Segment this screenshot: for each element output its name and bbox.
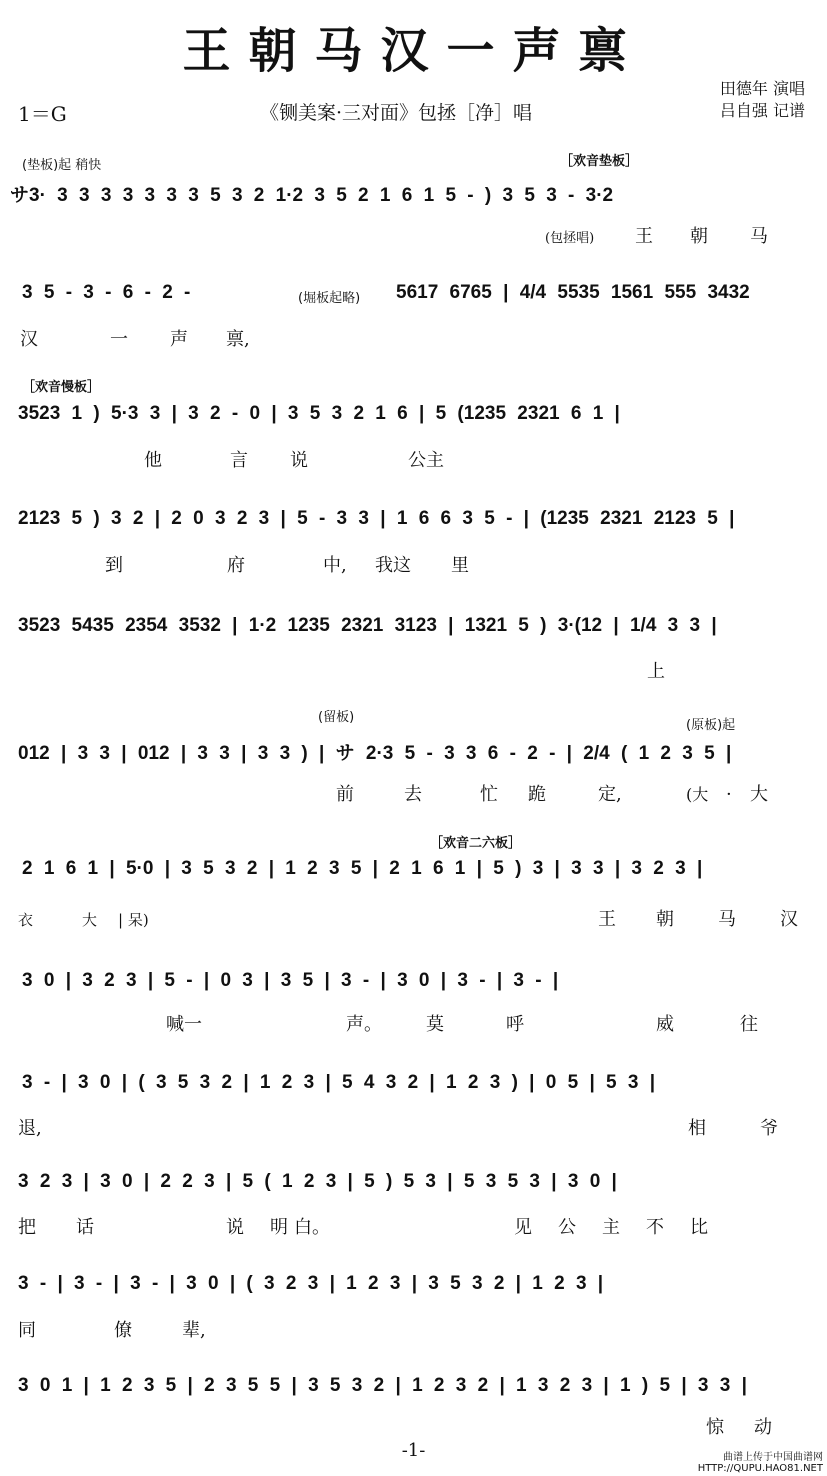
- lyric: 僚: [114, 1320, 132, 1341]
- lyric: 言: [230, 450, 248, 471]
- lyric: 明: [270, 1217, 288, 1238]
- lyric: 威: [656, 1014, 674, 1035]
- notation-line: 3 - | 3 - | 3 - | 3 0 | ( 3 2 3 | 1 2 3 | 3 5 3 2 | 1 2 3 |: [18, 1273, 604, 1294]
- lyric: 声。: [346, 1014, 382, 1035]
- lyric-line: [706, 1413, 772, 1439]
- section-marking: ［欢音二六板］: [430, 836, 522, 851]
- lyric: 前: [336, 784, 354, 805]
- lyric: 朝: [690, 226, 708, 247]
- notation-line: 3 - | 3 0 | ( 3 5 3 2 | 1 2 3 | 5 4 3 2 | 1 2 3 ) | 0 5 | 5 3 |: [22, 1072, 656, 1093]
- lyric: 呼: [506, 1014, 524, 1035]
- section-marking: ［欢音慢板］: [22, 380, 101, 395]
- lyric: 说: [226, 1217, 244, 1238]
- performer-credit: 田德年 演唱: [719, 79, 805, 98]
- lyric: 主: [602, 1217, 620, 1238]
- lyric: 公: [558, 1217, 576, 1238]
- tempo-marking: (留板): [318, 710, 355, 725]
- notation-line: 3523 1 ) 5·3 3 | 3 2 - 0 | 3 5 3 2 1 6 | 5 (1235 2321 6 1 |: [18, 403, 620, 424]
- notation-line: 5617 6765 | 4/4 5535 1561 555 3432: [396, 282, 750, 303]
- notation-line: 3 2 3 | 3 0 | 2 2 3 | 5 ( 1 2 3 | 5 ) 5 3 | 5 3 5 3 | 3 0 |: [18, 1171, 617, 1192]
- lyric-line: [545, 222, 768, 248]
- watermark: [698, 1452, 823, 1474]
- lyric: 白。: [294, 1217, 330, 1238]
- lyric: 一: [110, 329, 128, 350]
- page-number: -1-: [401, 1440, 426, 1461]
- lyric-line: [105, 551, 469, 577]
- lyric: 禀,: [226, 329, 250, 350]
- watermark-text: 曲谱上传于中国曲谱网: [723, 1452, 823, 1463]
- credits: [720, 78, 805, 122]
- lyric-line: [18, 1114, 778, 1140]
- notation-line: 2123 5 ) 3 2 | 2 0 3 2 3 | 5 - 3 3 | 1 6 6 3 5 - | (1235 2321 2123 5 |: [18, 508, 735, 529]
- notation-line: 3 5 - 3 - 6 - 2 -: [22, 282, 191, 303]
- score-subtitle: 《铡美案·三对面》包拯［净］唱: [260, 102, 533, 124]
- lyric-line: [18, 1316, 206, 1342]
- notation-line: 3 0 1 | 1 2 3 5 | 2 3 5 5 | 3 5 3 2 | 1 2 3 2 | 1 3 2 3 | 1 ) 5 | 3 3 |: [18, 1375, 747, 1396]
- tempo-marking: (垫板)起 稍快: [22, 158, 102, 173]
- lyric: 到: [105, 555, 123, 576]
- lyric: 公主: [408, 450, 444, 471]
- lyric-line: [647, 657, 665, 683]
- lyric: 汉: [20, 329, 38, 350]
- tempo-marking: (原板)起: [686, 718, 736, 733]
- lyric: 把: [18, 1217, 36, 1238]
- tempo-marking: (堀板起略): [298, 291, 361, 306]
- lyric-line: [18, 1213, 708, 1239]
- lyric: 喊一: [166, 1014, 202, 1035]
- lyric: 不: [646, 1217, 664, 1238]
- lyric: 比: [690, 1217, 708, 1238]
- watermark-url: HTTP://QUPU.HAO81.NET: [697, 1463, 823, 1474]
- lyric: 退,: [18, 1118, 42, 1139]
- key-signature: 1＝G: [18, 102, 67, 126]
- notation-line: サ3· 3 3 3 3 3 3 3 5 3 2 1·2 3 5 2 1 6 1 5 - ) 3 5 3 - 3·2: [10, 185, 614, 206]
- lyric: 府: [227, 555, 245, 576]
- lyric: 莫: [426, 1014, 444, 1035]
- lyric: 他: [144, 450, 162, 471]
- lyric-line: [20, 325, 250, 351]
- lyric: 大: [750, 784, 768, 805]
- lyric: (包拯唱): [545, 231, 595, 246]
- lyric: 忙: [480, 784, 498, 805]
- lyric: 上: [647, 661, 665, 682]
- lyric: 我这: [375, 555, 411, 576]
- lyric: 马: [750, 226, 768, 247]
- lyric: 往: [740, 1014, 758, 1035]
- lyric-line: [18, 905, 798, 931]
- notation-line: 3 0 | 3 2 3 | 5 - | 0 3 | 3 5 | 3 - | 3 0 | 3 - | 3 - |: [22, 970, 559, 991]
- lyric: 见: [514, 1217, 532, 1238]
- lyric: 里: [451, 555, 469, 576]
- lyric: 声: [170, 329, 188, 350]
- score-title: 王朝马汉一声禀: [182, 23, 645, 79]
- lyric-line: [166, 1010, 758, 1036]
- lyric: 王: [598, 909, 616, 930]
- lyric: 说: [290, 450, 308, 471]
- lyric: ·: [726, 784, 732, 805]
- lyric: 王: [635, 226, 653, 247]
- lyric: 朝: [656, 909, 674, 930]
- lyric: 爷: [760, 1118, 778, 1139]
- lyric: | 呆): [118, 911, 149, 929]
- lyric: 去: [404, 784, 422, 805]
- lyric: (大: [686, 785, 709, 804]
- notation-line: 012 | 3 3 | 012 | 3 3 | 3 3 ) | サ 2·3 5 - 3 3 6 - 2 - | 2/4 ( 1 2 3 5 |: [18, 743, 732, 764]
- transcriber-credit: 吕自强 记谱: [719, 101, 805, 120]
- lyric: 大: [82, 911, 98, 929]
- lyric-line: [144, 446, 444, 472]
- lyric: 跪: [528, 784, 546, 805]
- lyric: 话: [76, 1217, 94, 1238]
- section-marking: ［欢音垫板］: [560, 154, 639, 169]
- lyric: 辈,: [182, 1320, 206, 1341]
- lyric: 马: [718, 909, 736, 930]
- lyric: 中,: [323, 555, 347, 576]
- lyric: 衣: [18, 911, 34, 929]
- notation-line: 3523 5435 2354 3532 | 1·2 1235 2321 3123 | 1321 5 ) 3·(12 | 1/4 3 3 |: [18, 615, 717, 636]
- lyric-line: [336, 780, 768, 806]
- lyric: 动: [754, 1417, 772, 1438]
- lyric: 惊: [706, 1417, 724, 1438]
- notation-line: 2 1 6 1 | 5·0 | 3 5 3 2 | 1 2 3 5 | 2 1 6 1 | 5 ) 3 | 3 3 | 3 2 3 |: [22, 858, 703, 879]
- lyric: 相: [688, 1118, 706, 1139]
- lyric: 同: [18, 1320, 36, 1341]
- lyric: 定,: [598, 784, 622, 805]
- lyric: 汉: [780, 909, 798, 930]
